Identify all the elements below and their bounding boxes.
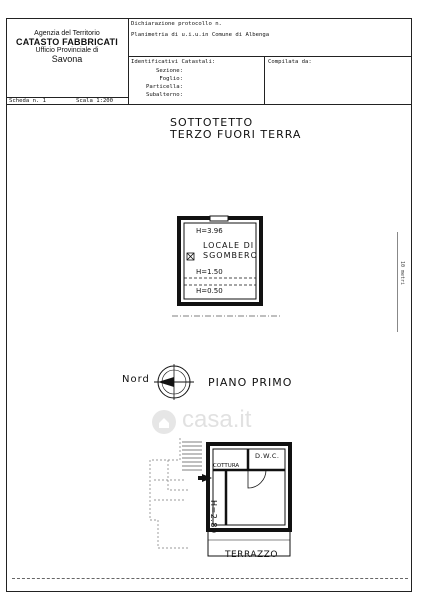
cottura-label: COTTURA: [213, 463, 240, 469]
header-divider-h3: [6, 104, 412, 105]
agency-name: Agenzia del Territorio: [34, 30, 100, 37]
identificativi-label: Identificativi Catastali:: [131, 59, 216, 65]
attic-room-name-2: SGOMBERO: [203, 251, 258, 260]
particella-label: Particella:: [145, 84, 183, 90]
attic-plan: [170, 212, 280, 322]
main-height-label: H=2.80: [209, 500, 218, 534]
north-label: Nord: [122, 374, 150, 385]
watermark-text: casa.it: [182, 406, 252, 433]
sezione-label: Sezione:: [156, 68, 183, 74]
attic-height-top: H=3.96: [196, 227, 223, 235]
attic-subtitle: TERZO FUORI TERRA: [170, 128, 302, 141]
attic-height-low: H=0.50: [196, 287, 223, 295]
adjacent-outline: [150, 438, 188, 548]
attic-room-name-1: LOCALE DI: [203, 241, 255, 250]
office-city: Savona: [51, 54, 83, 64]
header-divider-v2: [264, 56, 265, 104]
dwc-label: D.W.C.: [255, 452, 280, 460]
header-divider-v1: [128, 18, 129, 104]
terrazzo-label: TERRAZZO: [225, 550, 278, 560]
door-swing: [248, 470, 266, 488]
side-scale-line: [397, 232, 398, 332]
stairs: [182, 442, 202, 470]
scala-label: Scala 1:200: [76, 98, 114, 104]
declaration-label: Dichiarazione protocollo n.: [131, 21, 222, 27]
scheda-label: Scheda n. 1: [9, 98, 47, 104]
side-scale-note: 10 metri: [399, 260, 406, 286]
planimetria-label: Planimetria di u.i.u.in Comune di Albenga: [131, 32, 270, 38]
compilata-label: Compilata da:: [268, 59, 312, 65]
floor-label: PIANO PRIMO: [208, 376, 293, 389]
header-divider-h1: [128, 56, 412, 57]
floor-plan: [148, 430, 348, 570]
attic-window: [210, 216, 228, 221]
attic-height-mid: H=1.50: [196, 268, 223, 276]
ground-line-bottom: [12, 578, 408, 579]
north-arrow-icon: [152, 360, 196, 404]
office-label: Ufficio Provinciale di: [35, 47, 99, 54]
subalterno-label: Subalterno:: [145, 92, 183, 98]
attic-title: SOTTOTETTO: [170, 116, 254, 129]
foglio-label: Foglio:: [159, 76, 183, 82]
catasto-title: CATASTO FABBRICATI: [16, 37, 118, 47]
agency-block: [6, 30, 128, 64]
